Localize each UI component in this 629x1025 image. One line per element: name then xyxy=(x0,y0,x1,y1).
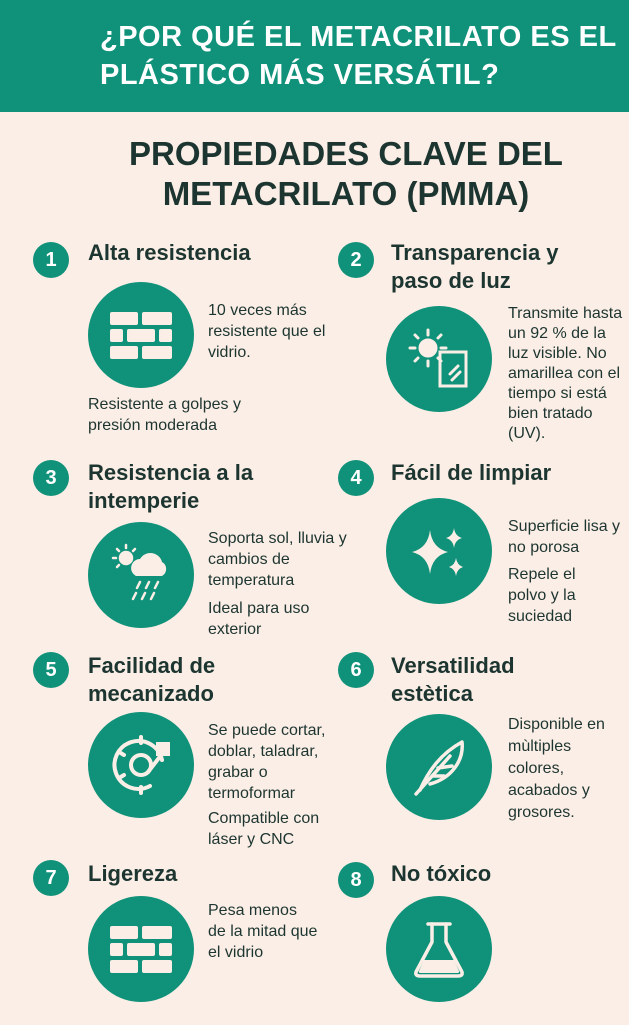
banner-title: ¿POR QUÉ EL METACRILATO ES EL PLÁSTICO MÁS VERSÁTIL? xyxy=(100,21,617,91)
property-title: Ligereza xyxy=(88,861,178,886)
number-badge: 2 xyxy=(338,242,374,278)
header-banner xyxy=(0,0,629,112)
property-description-secondary: Resistente a golpes y presión moderada xyxy=(88,396,241,434)
number-badge: 3 xyxy=(33,460,69,496)
number-badge: 5 xyxy=(33,652,69,688)
sun-glass-icon xyxy=(386,306,492,412)
sparkle-icon xyxy=(386,498,492,604)
brick-wall-icon xyxy=(88,896,194,1002)
weather-icon xyxy=(88,522,194,628)
flask-icon xyxy=(386,896,492,1002)
property-title: No tóxico xyxy=(391,861,492,886)
property-description-secondary: Ideal para uso exterior xyxy=(208,600,310,638)
number-badge: 8 xyxy=(338,862,374,898)
property-description: Se puede cortar, doblar, taladrar, grabar o termoformar xyxy=(208,722,326,802)
property-description: Pesa menos de la mitad que el vidrio xyxy=(208,902,318,961)
property-title: Resistencia a la intemperie xyxy=(88,460,254,513)
property-title: Versatilidad estètica xyxy=(391,653,515,706)
number-badge: 1 xyxy=(33,242,69,278)
property-description: Transmite hasta un 92 % de la luz visible. No amarillea con el tiempo si está bien tratado (UV). xyxy=(508,305,623,442)
brick-wall-icon xyxy=(88,282,194,388)
property-description: Soporta sol, lluvia y cambios de temperatura xyxy=(208,530,347,589)
gear-tool-icon xyxy=(88,712,194,818)
property-title: Facilidad de mecanizado xyxy=(88,653,216,706)
property-description: Disponible en mùltiples colores, acabados y grosores. xyxy=(508,716,605,821)
property-title: Fácil de limpiar xyxy=(391,460,552,485)
property-description: Superficie lisa y no porosa xyxy=(508,518,621,556)
number-badge: 4 xyxy=(338,460,374,496)
feather-icon xyxy=(386,714,492,820)
property-title: Alta resistencia xyxy=(88,240,251,265)
property-description: 10 veces más resistente que el vidrio. xyxy=(208,302,326,361)
number-badge: 6 xyxy=(338,652,374,688)
page-title: PROPIEDADES CLAVE DEL METACRILATO (PMMA) xyxy=(129,135,563,212)
property-description-secondary: Repele el polvo y la suciedad xyxy=(508,566,576,625)
number-badge: 7 xyxy=(33,860,69,896)
property-description-secondary: Compatible con láser y CNC xyxy=(208,810,320,848)
property-title: Transparencia y paso de luz xyxy=(391,240,559,293)
